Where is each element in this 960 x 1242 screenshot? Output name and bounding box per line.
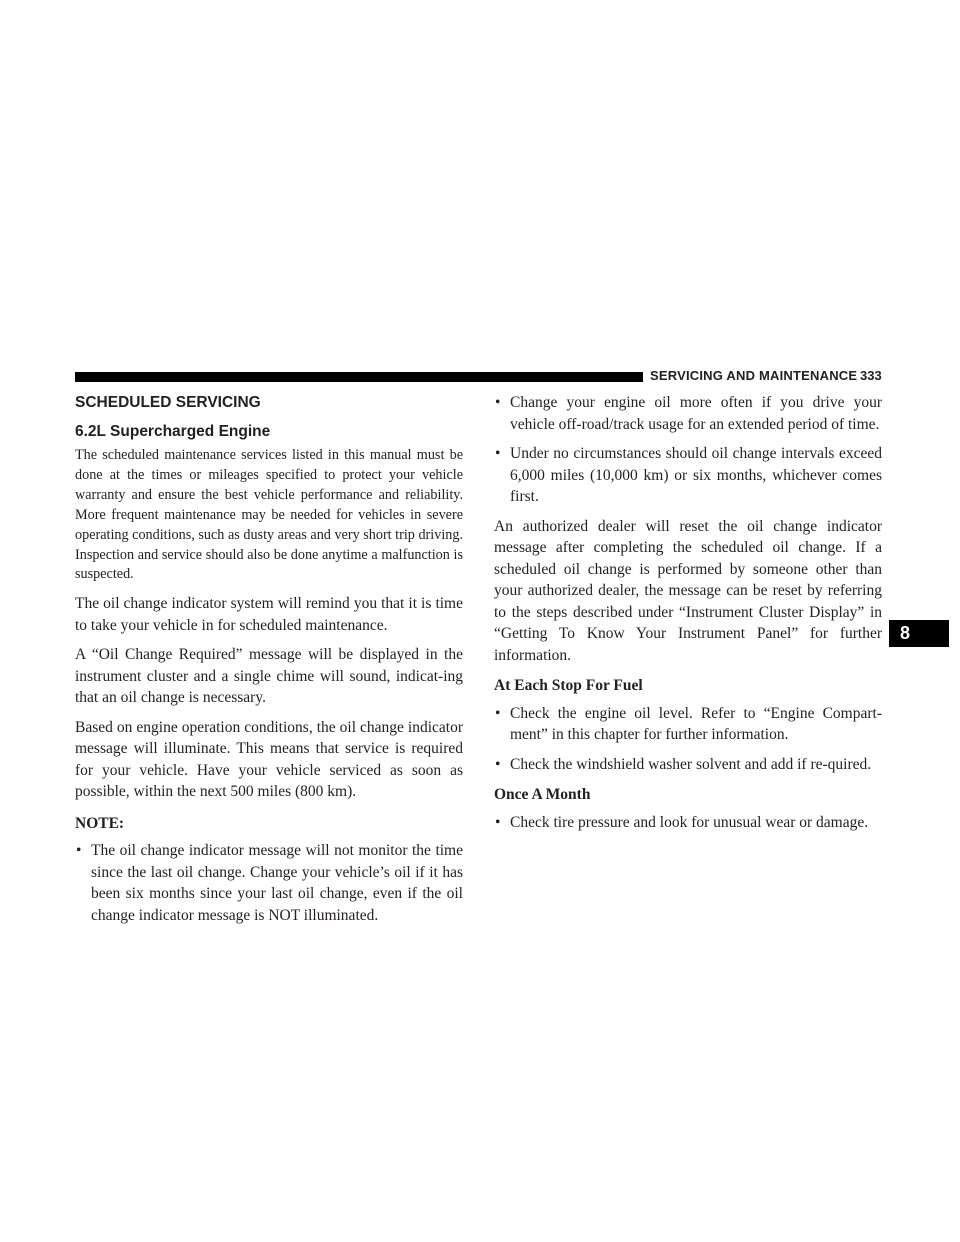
chapter-tab-number: 8 <box>900 623 911 643</box>
body-paragraph: The oil change indicator system will remind you that it is time to take your vehicle in for scheduled maintenance. <box>75 595 463 634</box>
body-paragraph: A “Oil Change Required” message will be displayed in the instrument cluster and a single chime will sound, indicat-ing that an oil change is necessary. <box>75 646 463 707</box>
monthly-list <box>494 812 882 834</box>
intro-paragraph: The scheduled maintenance services listed in this manual must be done at the times or mileages specified to protect your vehicle warranty and ensure the best vehicle performance and reliability. More frequent maintenance may be needed for vehicles in severe operating conditions, such as dusty areas and very short trip driving. Inspection and service should also be done anytime a malfunction is suspected. <box>75 447 463 583</box>
monthly-item: • Check tire pressure and look for unusual wear or damage. <box>494 812 882 834</box>
note-bullet-item: • Under no circumstances should oil change intervals exceed 6,000 miles (10,000 km) or six months, whichever comes first. <box>494 443 882 508</box>
left-column <box>75 392 463 934</box>
monthly-heading: Once A Month <box>494 786 591 803</box>
fuel-stop-item: • Check the windshield washer solvent and add if re-quired. <box>494 754 882 776</box>
fuel-stop-list <box>494 703 882 776</box>
page-number: 333 <box>860 368 882 383</box>
body-paragraph: Based on engine operation conditions, the oil change indicator message will illuminate. This means that service is required for your vehicle. Have your vehicle serviced as soon as possible, within the next 500 miles (800 km). <box>75 718 463 801</box>
note-bullet-list-continued <box>494 392 882 508</box>
note-bullet-item: • The oil change indicator message will not monitor the time since the last oil change. Change your vehicle’s oil if it has been six months since your last oil change, even if the oil change indicator message is NOT illuminated. <box>75 840 463 926</box>
note-bullet-list <box>75 840 463 926</box>
note-bullet-item: • Change your engine oil more often if you drive your vehicle off-road/track usage for an extended period of time. <box>494 392 882 435</box>
right-column <box>494 392 882 841</box>
subsection-title: 6.2L Supercharged Engine <box>75 423 271 440</box>
chapter-header-title: SERVICING AND MAINTENANCE <box>650 368 858 383</box>
dealer-reset-paragraph: An authorized dealer will reset the oil change indicator message after completing the scheduled oil change. If a scheduled oil change is performed by someone other than your authorized dealer, the message can be reset by referring to the steps described under “Instrument Cluster Display” in “Getting To Know Your Instrument Panel” for further information. <box>494 517 882 664</box>
chapter-tab[interactable] <box>889 620 949 647</box>
fuel-stop-item: • Check the engine oil level. Refer to “Engine Compart-ment” in this chapter for further information. <box>494 703 882 746</box>
section-title: SCHEDULED SERVICING <box>75 394 261 411</box>
header-rule <box>75 372 643 382</box>
fuel-stop-heading: At Each Stop For Fuel <box>494 677 643 694</box>
note-label: NOTE: <box>75 814 125 832</box>
